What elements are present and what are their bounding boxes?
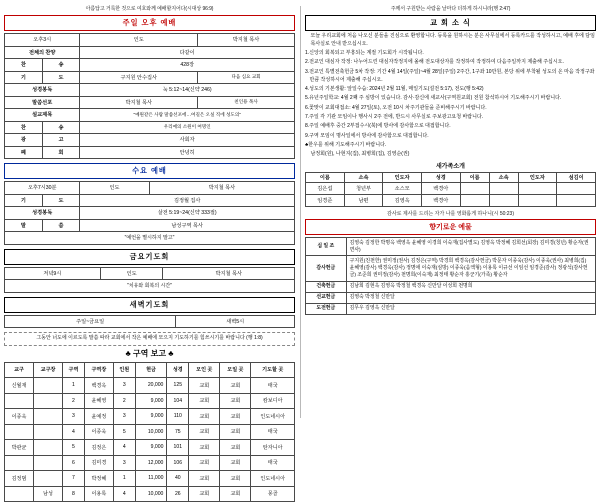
cell-count: 3 (113, 455, 135, 471)
prayer-request-names: 남정회(원), 나현지(집), 최병희(집), 김영순(권) (305, 151, 596, 159)
cell-district: 박관균 (5, 440, 34, 456)
cell-district-leader (34, 455, 63, 471)
row-value: 우리예의 소원이 여명인 (80, 121, 295, 134)
cell-zone-leader: 이종욱 (84, 424, 113, 440)
row-label: 찬 (5, 121, 43, 134)
table-row (306, 183, 596, 195)
new-family-title: 새가족소개 (305, 161, 596, 170)
cell-offering: 12,000 (135, 455, 167, 471)
cell-count: 4 (113, 486, 135, 502)
col-inviter-2: 인도자 (518, 173, 557, 183)
cell-zone: 7 (63, 471, 85, 487)
table-row (5, 267, 295, 280)
row-value: 김정월 집사 (80, 194, 295, 207)
cell-district (5, 455, 34, 471)
cell-zone-leader: 김미경 (84, 455, 113, 471)
offering-title: 향기로운 예물 (305, 219, 596, 235)
table-header-row (306, 173, 596, 183)
notice-item: 7.주일 각 기관 모임이나 행사시 2주 전에, 반드시 사무실로 주보광고요청 바랍니다. (305, 114, 596, 122)
col-count: 인원 (113, 362, 135, 378)
prayer-request-heading: ♣한우를 위해 기도해주시기 바랍니다. (305, 142, 596, 150)
left-column (4, 4, 297, 420)
leader-name: 박지철 목사 (163, 267, 295, 280)
cell-district-leader (34, 378, 63, 394)
col-next: 모일 곳 (220, 362, 251, 378)
cell-bible: 110 (167, 409, 189, 425)
table-header-row (5, 362, 295, 378)
cell-offering: 10,000 (135, 486, 167, 502)
row-sublabel: 고 (42, 134, 80, 147)
leader-label: 인도 (80, 182, 149, 195)
cell-gathered: 교회 (189, 424, 220, 440)
offering-type: 십 일 조 (306, 238, 347, 256)
row-value: 눅 5:12~14(신약 246) (80, 84, 295, 97)
row-value: "예원같은 사람 말씀선포에…여길은 오실 직에 성도의" (80, 109, 295, 122)
service-time: 오후3시 (5, 34, 80, 47)
table-row (5, 440, 295, 456)
table-row (5, 280, 295, 293)
notice-intro: 모늘 우리교회에 처음 나오신 분들을 진심으로 환영합니다. 등록을 원하시는 분은 사무실에서 등록카드를 작성하시고, 예배 후에 담임목사실로 안내 받으십시오. (305, 33, 596, 49)
cell-gathered: 교회 (189, 409, 220, 425)
row-sublabel: 도 (42, 71, 80, 84)
cell-count: 1 (113, 471, 135, 487)
cell-zone-leader: 박정혜 (84, 471, 113, 487)
cell-offering: 11,000 (135, 471, 167, 487)
leader-name: 박지철 목사 (198, 34, 295, 47)
table-row (5, 409, 295, 425)
cell-name: 임경준 (306, 195, 345, 207)
cell-gathered: 교회 (189, 440, 220, 456)
cell-bible: 26 (167, 486, 189, 502)
cell-bible: 101 (167, 440, 189, 456)
offering-names: 김무우 김영옥 신만달 (346, 303, 595, 314)
col-name: 이름 (306, 173, 345, 183)
cell-count: 4 (113, 440, 135, 456)
cell-prayer: 탄자니아 (251, 440, 295, 456)
cell-bible: 125 (167, 378, 189, 394)
new-family-table (305, 172, 596, 207)
cell-district-leader (34, 471, 63, 487)
table-row (5, 219, 295, 232)
cell-prayer: 태국 (251, 424, 295, 440)
row-label: 성경봉독 (5, 84, 80, 97)
row-value: 남성구역 목사 (80, 219, 295, 232)
cell-next: 교회 (220, 455, 251, 471)
cell-zone: 3 (63, 409, 85, 425)
cell-group-2 (489, 195, 518, 207)
cell-zone: 5 (63, 440, 85, 456)
cell-district: 이종욱 (5, 409, 34, 425)
right-top-verse: 주께서 구원받는 사람을 날마다 더하게 하시니라(행 2:47) (305, 5, 596, 12)
cell-group: 청년부 (344, 183, 383, 195)
leader-label: 인도 (80, 34, 198, 47)
offering-type: 건축헌금 (306, 281, 347, 292)
cell-gathered: 교회 (189, 378, 220, 394)
cell-bible: 백경아 (421, 195, 460, 207)
cell-name-2 (460, 195, 489, 207)
table-row (5, 393, 295, 409)
col-gathered: 모인 곳 (189, 362, 220, 378)
offering-type: 도전헌금 (306, 303, 347, 314)
notice-item: 2.전교인 대심자 작정: 나누어드린 대심자작정지에 올해 전도대상자를 작정하여 작정하여 다음주일까지 제출해 주십시오. (305, 59, 596, 67)
table-row (306, 238, 596, 256)
row-label: 찬 (5, 59, 43, 72)
friday-block (4, 249, 295, 293)
row-label: 전체의 찬양 (5, 46, 80, 59)
row-label: 성경봉독 (5, 207, 80, 220)
notice-item: 8.주일 예배후 중간 2부접수시(북)에 방사에 감사함으로 대접합니다. (305, 123, 596, 131)
cell-server (557, 195, 596, 207)
wednesday-title: 수요 예배 (4, 163, 295, 179)
cell-district-leader (34, 393, 63, 409)
sermon-title: "예언을 멸시하지 말고" (5, 232, 295, 245)
left-top-verse: 아름답고 거룩한 것으로 여호와께 예배할지어다(시대상 96:9) (4, 5, 295, 12)
cell-zone-leader: 윤혜영 (84, 393, 113, 409)
notice-item: 6.꽃맞이 교회대접소: 4월 27일(토), 오전 10시 차주기관들을 준비해주시기 바랍니다. (305, 105, 596, 113)
cell-prayer: 태국 (251, 378, 295, 394)
table-row (5, 109, 295, 122)
cell-bible: 40 (167, 471, 189, 487)
offering-names: 김영숙 박정철 신만달 (346, 292, 595, 303)
row-label: 광 (5, 134, 43, 147)
notice-item: 3.전교인 특별전축헌금 5차 작정: 기간 4월 14일(주일)~4월 28일(주일) 2주간, 1구좌 10만원, 본당 위에 부착될 성도의 온 마음 작정구좌만큼 작성하시어 제출해 주십시오. (305, 69, 596, 85)
table-row (5, 315, 295, 328)
cell-district-leader: 남성 (34, 486, 63, 502)
col-bible: 성경 (167, 362, 189, 378)
offering-verse: 감사로 제사를 드리는 자가 나를 영화롭게 하나니(시 50:23) (305, 210, 596, 217)
notice-title: 교 회 소 식 (305, 15, 596, 31)
row-value: 다같이 (80, 46, 295, 59)
leader-label: 인도 (100, 267, 163, 280)
offering-table (305, 237, 596, 315)
cell-gathered: 교회 (189, 455, 220, 471)
cell-district: 김정범 (5, 471, 34, 487)
cell-zone: 8 (63, 486, 85, 502)
row-sublabel: 송 (42, 59, 80, 72)
cell-prayer: 캄보디아 (251, 393, 295, 409)
col-zone: 구역 (63, 362, 85, 378)
cell-next: 교회 (220, 424, 251, 440)
leader-name: 박지철 목사 (149, 182, 294, 195)
table-row (306, 256, 596, 281)
zone-report-title: ♣ 구역 보고 ♣ (4, 348, 295, 359)
sunday-afternoon-block (4, 15, 295, 159)
friday-title: 금요기도회 (4, 249, 295, 265)
cell-district-leader (34, 424, 63, 440)
zone-guide-text: 그동안 너도에 이르도록 말씀 따라 교회에서 작은 예배에 모으지 기도하기를 힘쓰시기를 바랍니다 (행 1:8) (4, 332, 295, 346)
cell-count: 3 (113, 409, 135, 425)
cell-bible: 104 (167, 393, 189, 409)
row-label: 기 (5, 194, 43, 207)
table-row (5, 84, 295, 97)
service-time: 오후7시30분 (5, 182, 80, 195)
dawn-table (4, 315, 295, 329)
cell-count: 3 (113, 378, 135, 394)
table-row (5, 46, 295, 59)
col-district: 교구 (5, 362, 34, 378)
cell-bible: 106 (167, 455, 189, 471)
cell-zone-leader: 윤예정 (84, 409, 113, 425)
cell-offering: 20,000 (135, 378, 167, 394)
notice-item: 9.구역 모임이 명사일에서 방사에 감사함으로 대접합니다. (305, 133, 596, 141)
cell-next: 교회 (220, 486, 251, 502)
cell-district: 신월재 (5, 378, 34, 394)
cell-name-2 (460, 183, 489, 195)
row-label: 기 (5, 71, 43, 84)
offering-names: 김영숙 김정한 박명옥 백영옥 윤혜영 이경희 이숙재(집사별도) 김영옥 박정혜 김희선(회장) 김미경(청년) 황순자(권면사) (346, 238, 595, 256)
cell-zone: 6 (63, 455, 85, 471)
col-name-2: 이름 (460, 173, 489, 183)
table-row (5, 34, 295, 47)
wednesday-table (4, 181, 295, 245)
row-label: 설교제목 (5, 109, 80, 122)
cell-group-2 (489, 183, 518, 195)
cell-next: 교회 (220, 471, 251, 487)
cell-next: 교회 (220, 409, 251, 425)
table-row (306, 195, 596, 207)
table-row (5, 182, 295, 195)
row-value: 428장 (80, 59, 295, 72)
cell-next: 교회 (220, 393, 251, 409)
friday-table (4, 267, 295, 293)
dawn-days: 주일~금요일 (5, 315, 176, 328)
cell-group: 남편 (344, 195, 383, 207)
cell-offering: 10,000 (135, 424, 167, 440)
cell-inviter: 소스모 (383, 183, 422, 195)
cell-zone: 2 (63, 393, 85, 409)
zone-report-table (4, 362, 295, 502)
col-server: 섬김이 (557, 173, 596, 183)
dawn-block (4, 297, 295, 329)
row-sublabel: 도 (42, 194, 80, 207)
sunday-afternoon-title: 주일 오후 예배 (4, 15, 295, 31)
table-row (5, 146, 295, 159)
wednesday-block (4, 163, 295, 245)
col-inviter: 인도자 (383, 173, 422, 183)
col-district-leader: 교구장 (34, 362, 63, 378)
table-row (5, 194, 295, 207)
cell-bible: 75 (167, 424, 189, 440)
row-value: 사회자 (80, 134, 295, 147)
table-row (5, 121, 295, 134)
table-row (5, 134, 295, 147)
row-value: 박지철 목사 (80, 96, 198, 109)
table-row (5, 207, 295, 220)
cell-district (5, 424, 34, 440)
cell-next: 교회 (220, 378, 251, 394)
table-row (5, 486, 295, 502)
cell-district-leader (34, 440, 63, 456)
table-row (306, 303, 596, 314)
cell-zone-leader: 이용록 (84, 486, 113, 502)
col-zone-leader: 구역장 (84, 362, 113, 378)
cell-zone-leader: 김정은 (84, 440, 113, 456)
dawn-title: 새벽기도회 (4, 297, 295, 313)
row-value: 안녕히 (80, 146, 295, 159)
cell-count: 5 (113, 424, 135, 440)
row-label: 말씀선포 (5, 96, 80, 109)
row-label: 말 (5, 219, 43, 232)
cell-prayer: 인도네시아 (251, 471, 295, 487)
cell-zone: 4 (63, 424, 85, 440)
row-note: 다음 심요 교회 (198, 71, 295, 84)
cell-next: 교회 (220, 440, 251, 456)
cell-zone-leader: 백경옥 (84, 378, 113, 394)
col-bible: 성경 (421, 173, 460, 183)
offering-names: 김남희 김현옥 김영옥 박정철 백경옥 신만달 이성희 천명희 (346, 281, 595, 292)
cell-offering: 9,000 (135, 393, 167, 409)
dawn-time: 새벽5시 (176, 315, 295, 328)
cell-district (5, 486, 34, 502)
table-row (5, 471, 295, 487)
cell-offering: 9,000 (135, 409, 167, 425)
table-row (5, 455, 295, 471)
cell-prayer: 태국 (251, 455, 295, 471)
cell-prayer: 인도네시아 (251, 409, 295, 425)
table-row (306, 292, 596, 303)
col-group-2: 소속 (489, 173, 518, 183)
table-row (5, 96, 295, 109)
row-value: 구지원 안수집사 (80, 71, 198, 84)
cell-gathered: 교회 (189, 393, 220, 409)
cell-server (557, 183, 596, 195)
row-note: 친인용 목사 (198, 96, 295, 109)
notice-item: 4.성도의 기본생활: 앞일수습: 2024년 2월 11월, 매일기도(설전 5:17), 전도(행 5:42) (305, 86, 596, 94)
zone-report-block (4, 348, 295, 502)
table-row (5, 232, 295, 245)
notice-item: 1.신앙의 회복되고 부흥되는 계절 기도회가 시작됩니다. (305, 50, 596, 58)
offering-type: 선교헌금 (306, 292, 347, 303)
column-divider (300, 6, 301, 418)
cell-name: 김은섭 (306, 183, 345, 195)
cell-bible: 백경아 (421, 183, 460, 195)
cell-inviter-2 (518, 183, 557, 195)
row-sublabel: 송 (42, 121, 80, 134)
cell-gathered: 교회 (189, 471, 220, 487)
table-row (5, 378, 295, 394)
sunday-afternoon-table (4, 33, 295, 159)
notice-list (305, 33, 596, 159)
cell-inviter: 김영옥 (383, 195, 422, 207)
table-row (5, 59, 295, 72)
offering-type: 감사헌금 (306, 256, 347, 281)
table-row (5, 71, 295, 84)
friday-theme: "치유와 회복의 시간" (5, 280, 295, 293)
col-group: 소속 (344, 173, 383, 183)
cell-district-leader (34, 409, 63, 425)
service-time: 저녁9시 (5, 267, 101, 280)
cell-zone: 1 (63, 378, 85, 394)
row-value: 살전 5:19~24(신약 333절) (80, 207, 295, 220)
cell-inviter-2 (518, 195, 557, 207)
cell-gathered: 교회 (189, 486, 220, 502)
table-row (5, 424, 295, 440)
cell-district (5, 393, 34, 409)
row-label: 폐 (5, 146, 43, 159)
offering-names: 구지원(친천한) 권미정(권사) 김정은(구역) 박경희 백경옥(감사헌금) 박문자 이종욱(감사) 이종욱(권사) 최병희(집) 윤혜영(감사) 백경옥(감사) 정명애 이숙재(심방) 이종욱(음액형) 이용록 이규선 이임선 임경준(감사) 정광석(감사헌금) 조준희 권미정(감사) 천명희(이숙재) 최정태 황순자 홍군기(가족) 황순자 (346, 256, 595, 281)
right-column (303, 4, 596, 420)
row-sublabel: 씀 (42, 219, 80, 232)
cell-count: 2 (113, 393, 135, 409)
cell-prayer: 몽골 (251, 486, 295, 502)
col-offering: 현금 (135, 362, 167, 378)
row-sublabel: 회 (42, 146, 80, 159)
cell-offering: 9,000 (135, 440, 167, 456)
table-row (306, 281, 596, 292)
col-prayer: 기도할 곳 (251, 362, 295, 378)
notice-item: 5.유년주일학교: 4월 2째 주 심방이 있습니다. 감사·감신에 새교사(구역원교회) 전원 참석하시어 기도해주시기 바랍니다. (305, 95, 596, 103)
